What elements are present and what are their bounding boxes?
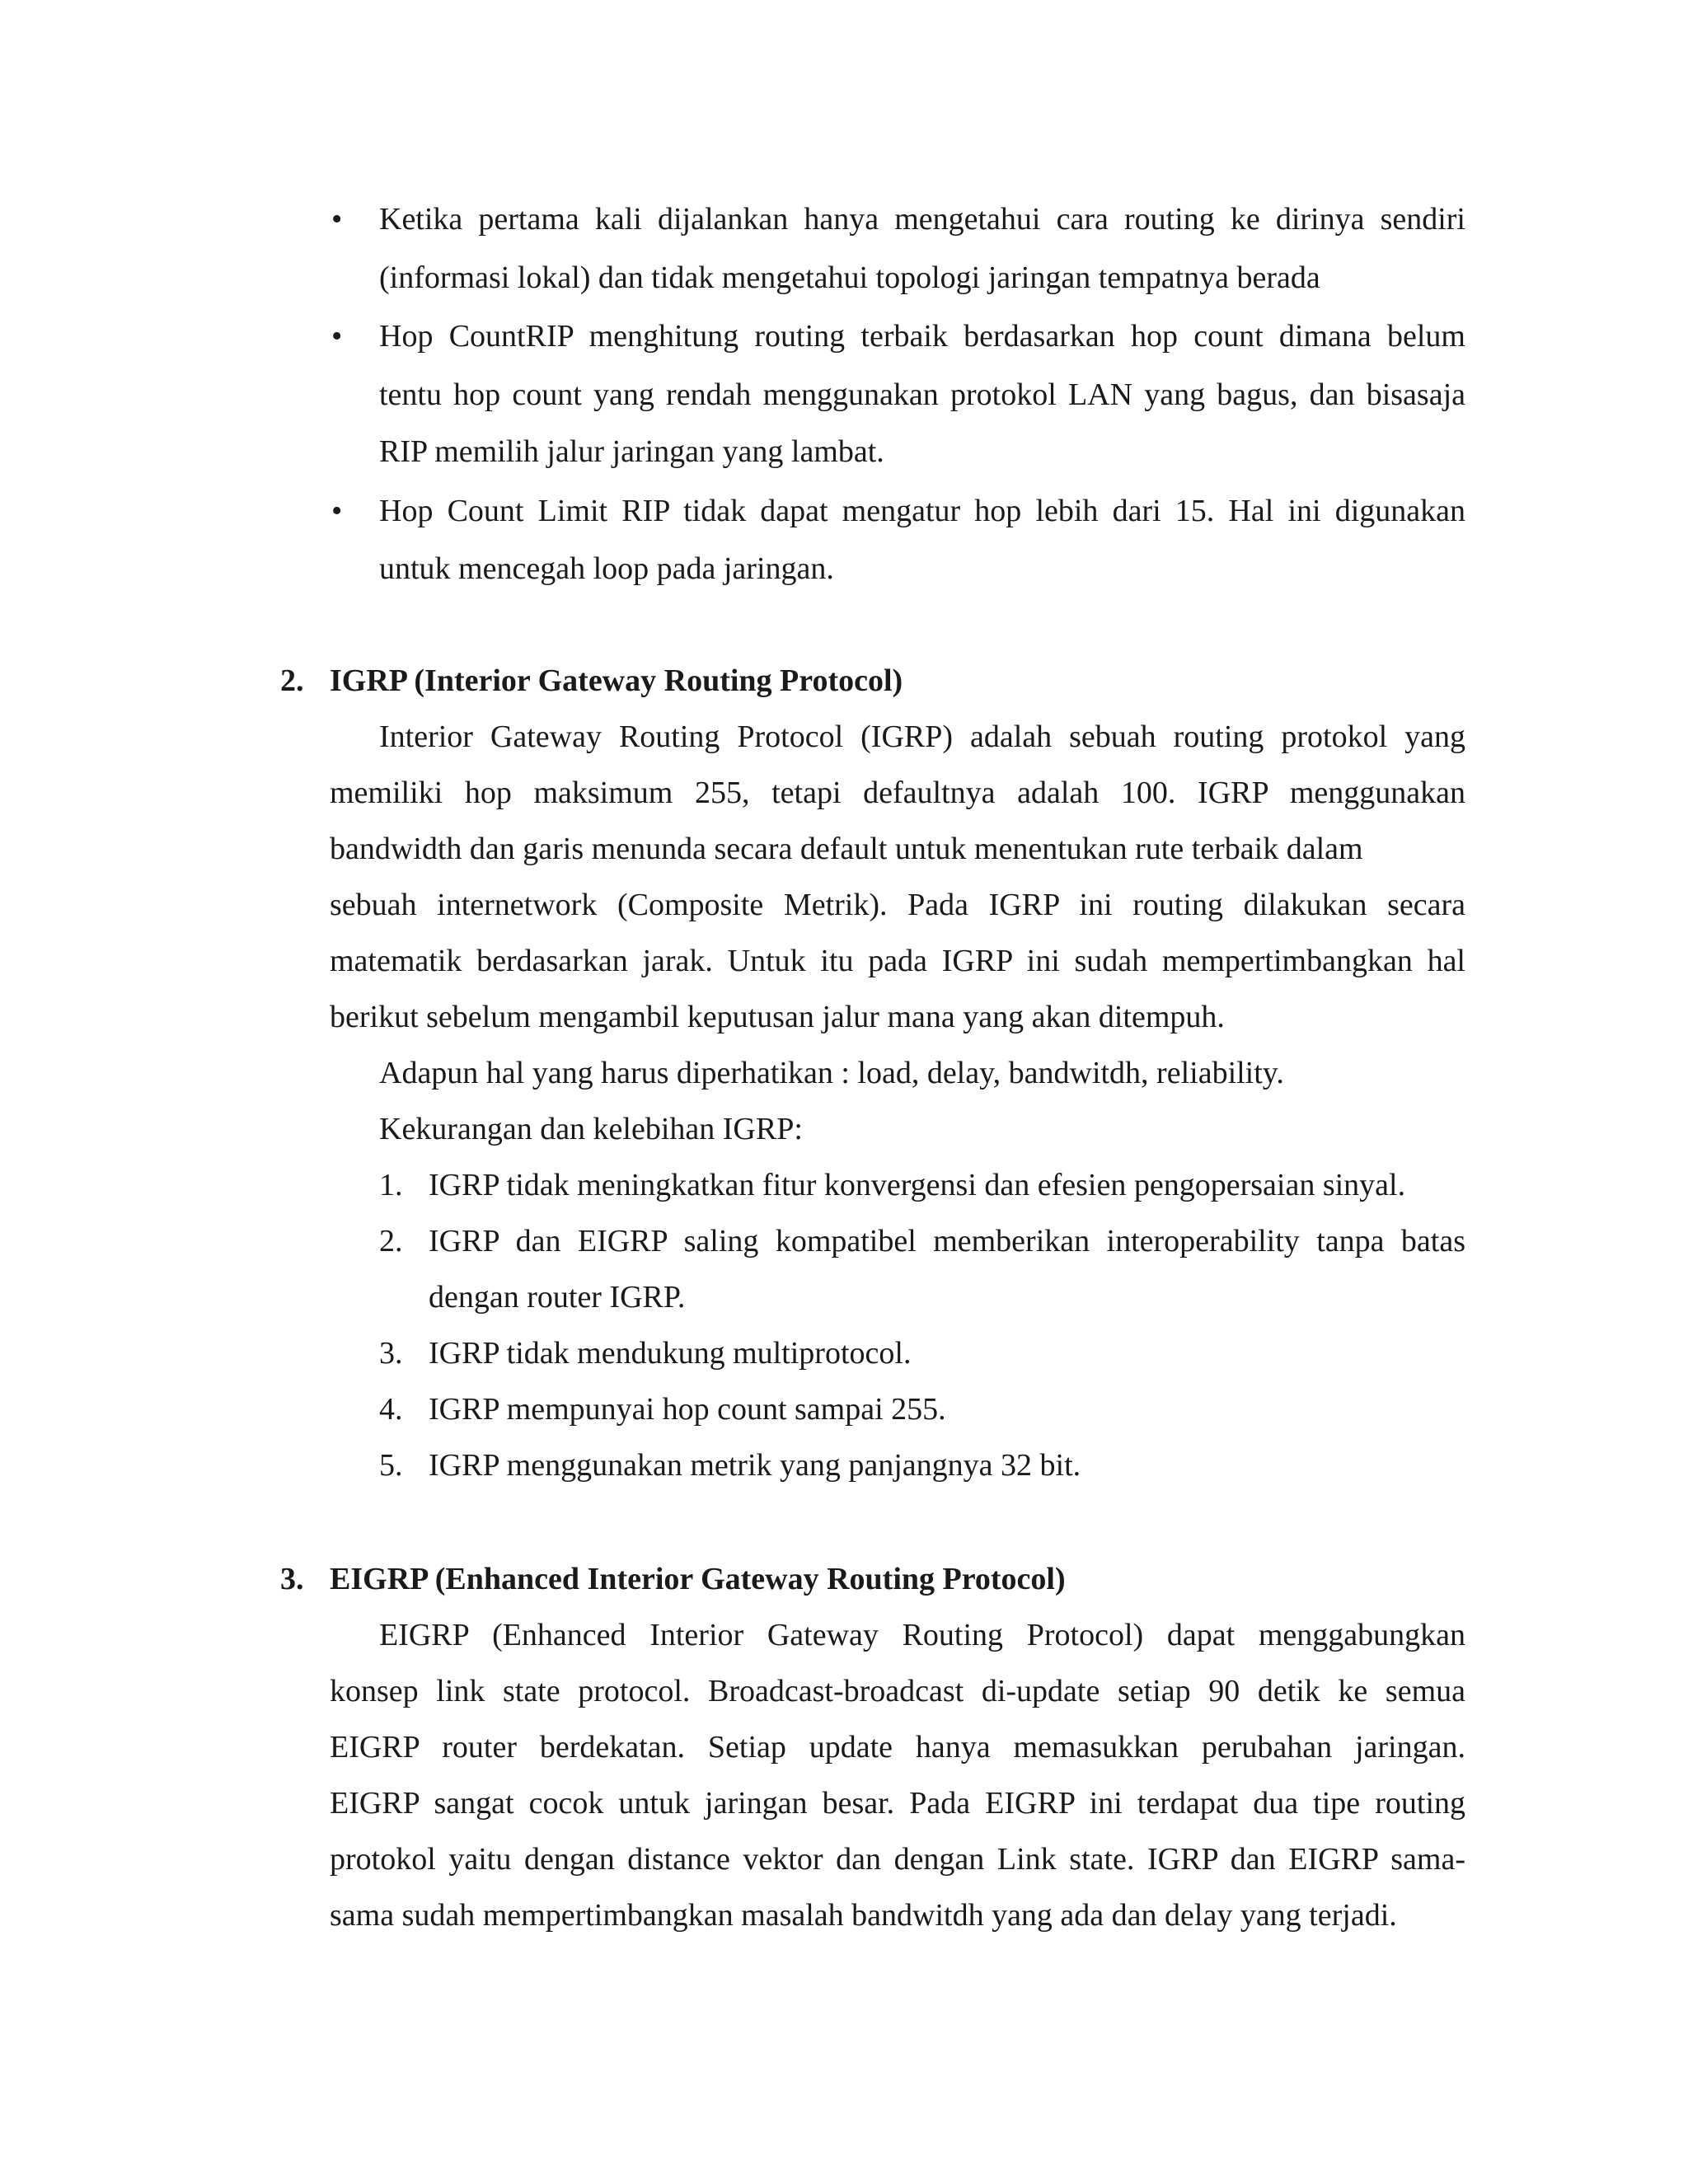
list-number: 1. [379, 1168, 403, 1202]
section-title: EIGRP (Enhanced Interior Gateway Routing Protocol) [330, 1562, 1066, 1596]
bullet-symbol: • [331, 202, 343, 237]
list-item: IGRP menggunakan metrik yang panjangnya 32 bit. [429, 1448, 1081, 1483]
bullet-line: RIP memilih jalur jaringan yang lambat. [379, 434, 884, 469]
paragraph-line: matematik berdasarkan jarak. Untuk itu pada IGRP ini sudah mempertimbangkan hal [330, 944, 1465, 978]
paragraph-line: berikut sebelum mengambil keputusan jalur mana yang akan ditempuh. [330, 1000, 1225, 1034]
list-number: 5. [379, 1448, 403, 1483]
list-number: 2. [379, 1224, 403, 1258]
list-item: IGRP tidak mendukung multiprotocol. [429, 1336, 912, 1371]
paragraph-line: sama sudah mempertimbangkan masalah bandwitdh yang ada dan delay yang terjadi. [330, 1898, 1397, 1933]
bullet-line: Hop CountRIP menghitung routing terbaik berdasarkan hop count dimana belum [379, 319, 1465, 354]
list-item: dengan router IGRP. [429, 1280, 686, 1315]
paragraph-line: protokol yaitu dengan distance vektor dan dengan Link state. IGRP dan EIGRP sama- [330, 1842, 1465, 1877]
bullet-symbol: • [331, 494, 343, 528]
list-number: 4. [379, 1392, 403, 1427]
bullet-symbol: • [331, 319, 343, 354]
note-line: Kekurangan dan kelebihan IGRP: [379, 1112, 803, 1146]
paragraph-line: memiliki hop maksimum 255, tetapi defaultnya adalah 100. IGRP menggunakan [330, 776, 1465, 810]
paragraph-line: bandwidth dan garis menunda secara default untuk menentukan rute terbaik dalam [330, 832, 1363, 866]
bullet-line: Ketika pertama kali dijalankan hanya mengetahui cara routing ke dirinya sendiri [379, 202, 1465, 237]
section-number: 3. [280, 1562, 304, 1596]
bullet-line: (informasi lokal) dan tidak mengetahui topologi jaringan tempatnya berada [379, 260, 1320, 295]
bullet-line: untuk mencegah loop pada jaringan. [379, 551, 834, 586]
list-item: IGRP mempunyai hop count sampai 255. [429, 1392, 946, 1427]
section-number: 2. [280, 663, 304, 698]
paragraph-line: EIGRP router berdekatan. Setiap update hanya memasukkan perubahan jaringan. [330, 1730, 1465, 1765]
paragraph-line: konsep link state protocol. Broadcast-broadcast di-update setiap 90 detik ke semua [330, 1674, 1465, 1708]
list-number: 3. [379, 1336, 403, 1371]
section-title: IGRP (Interior Gateway Routing Protocol) [330, 663, 903, 698]
list-item: IGRP tidak meningkatkan fitur konvergensi dan efesien pengopersaian sinyal. [429, 1168, 1406, 1202]
paragraph-line: EIGRP sangat cocok untuk jaringan besar. Pada EIGRP ini terdapat dua tipe routing [330, 1786, 1465, 1821]
paragraph-line: sebuah internetwork (Composite Metrik). Pada IGRP ini routing dilakukan secara [330, 888, 1465, 922]
bullet-line: tentu hop count yang rendah menggunakan protokol LAN yang bagus, dan bisasaja [379, 377, 1465, 412]
paragraph-line: Interior Gateway Routing Protocol (IGRP) adalah sebuah routing protokol yang [379, 719, 1465, 754]
bullet-line: Hop Count Limit RIP tidak dapat mengatur hop lebih dari 15. Hal ini digunakan [379, 494, 1465, 528]
paragraph-line: EIGRP (Enhanced Interior Gateway Routing Protocol) dapat menggabungkan [379, 1618, 1465, 1652]
list-item: IGRP dan EIGRP saling kompatibel memberikan interoperability tanpa batas [429, 1224, 1465, 1258]
note-line: Adapun hal yang harus diperhatikan : load, delay, bandwitdh, reliability. [379, 1056, 1284, 1090]
